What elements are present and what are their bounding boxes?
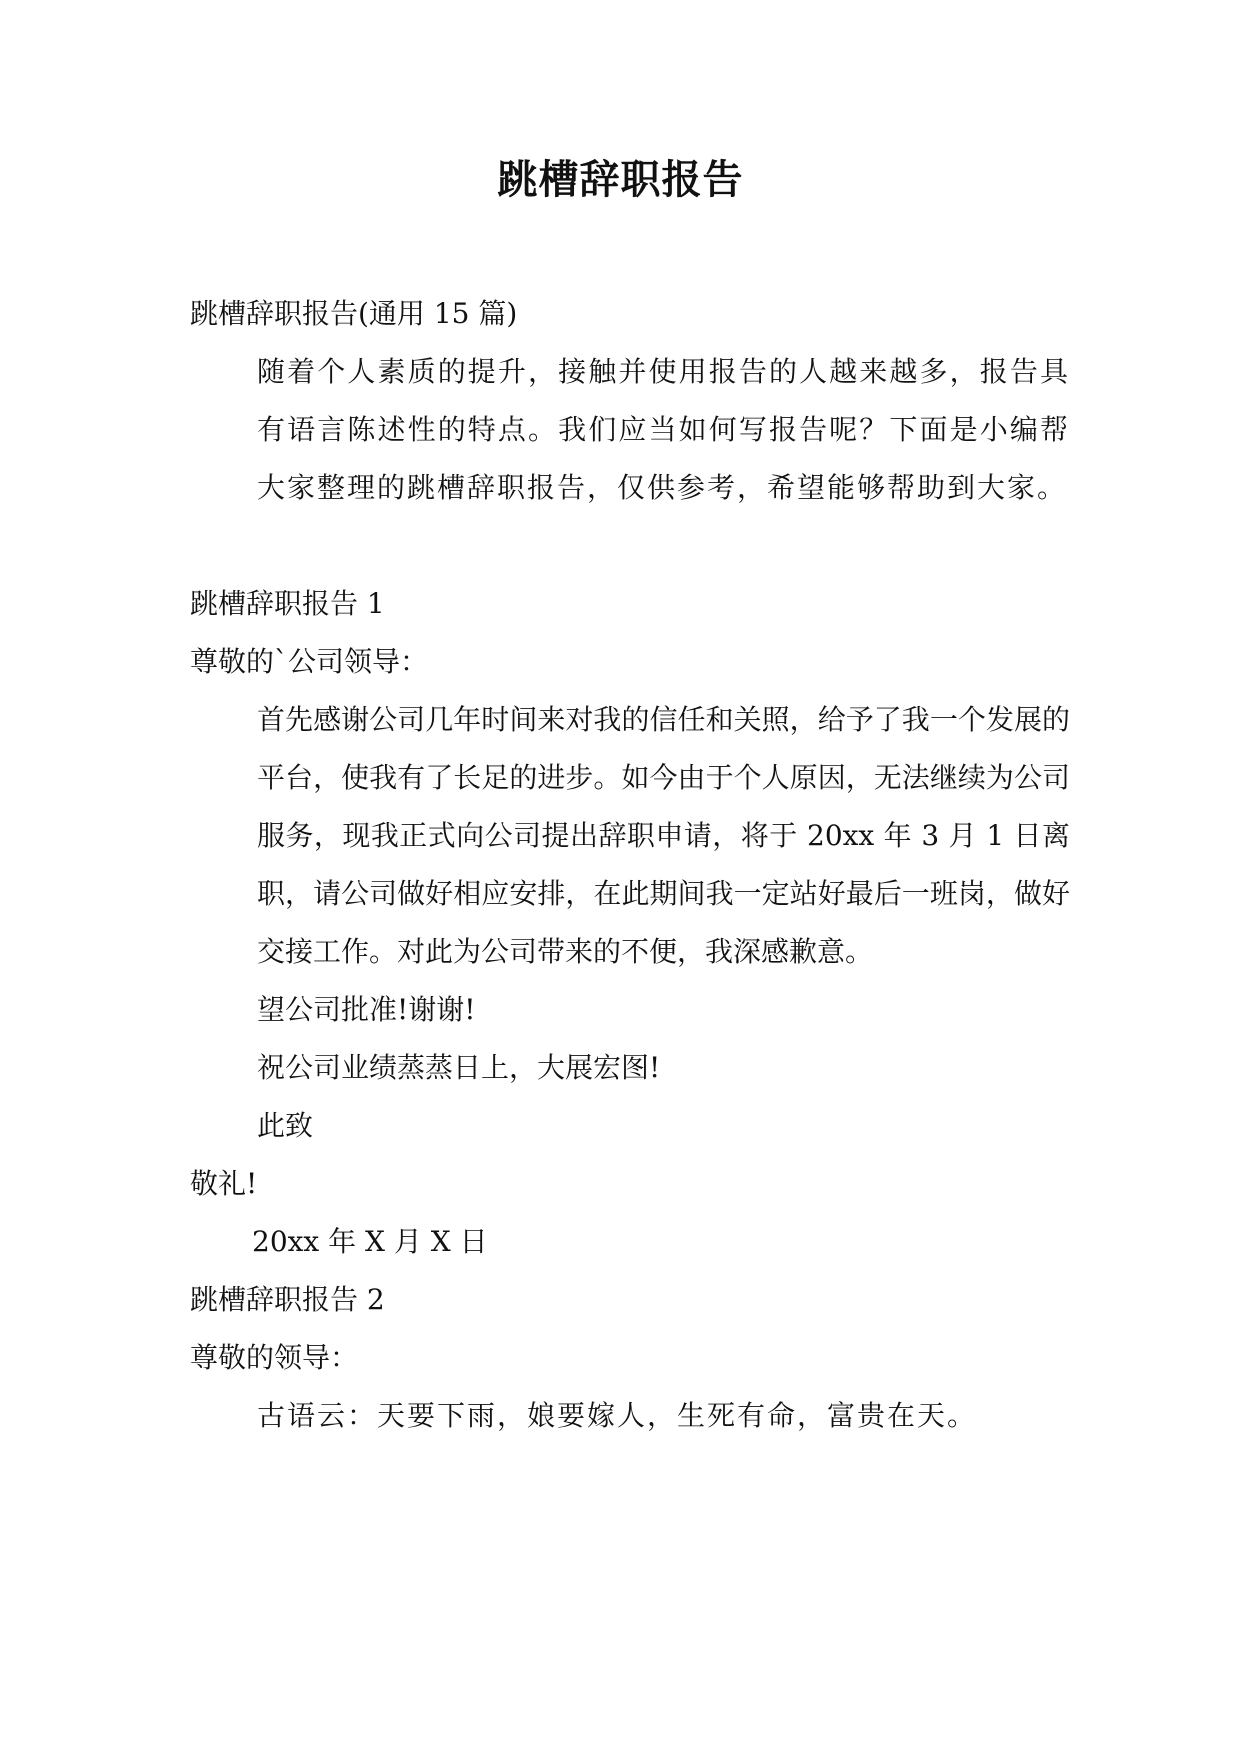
section1-wish-line: 祝公司业绩蒸蒸日上，大展宏图!: [257, 1051, 661, 1084]
section2-first-line: 古语云：天要下雨，娘要嫁人，生死有命，富贵在天。: [257, 1399, 978, 1432]
section1-date: 20xx 年 X 月 X 日: [252, 1225, 488, 1258]
document-subtitle: 跳槽辞职报告(通用 15 篇): [190, 297, 518, 330]
section1-paragraph: 首先感谢公司几年时间来对我的信任和关照，给予了我一个发展的平台，使我有了长足的进步。如今由于个人原因，无法继续为公司服务，现我正式向公司提出辞职申请，将于 20xx 年 3 月 1 日离职，请公司做好相应安排，在此期间我一定站好最后一班岗，做好交接工作。对此为公司带来的不便，我深感歉意。: [257, 703, 1070, 968]
section2-heading: 跳槽辞职报告 2: [190, 1283, 385, 1316]
paragraph-gap: [190, 517, 1070, 575]
section1-closing-2: 敬礼!: [190, 1167, 258, 1200]
document-title: 跳槽辞职报告: [497, 157, 744, 203]
section1-closing-1: 此致: [257, 1109, 314, 1142]
intro-paragraph: 随着个人素质的提升，接触并使用报告的人越来越多，报告具有语言陈述性的特点。我们应当如何写报告呢？下面是小编帮大家整理的跳槽辞职报告，仅供参考，希望能够帮助到大家。: [257, 355, 1070, 504]
section1-salutation: 尊敬的`公司领导：: [190, 645, 429, 678]
document-body: [190, 285, 1070, 1445]
section2-salutation: 尊敬的领导：: [190, 1341, 359, 1374]
section1-heading: 跳槽辞职报告 1: [190, 587, 385, 620]
section1-approve-line: 望公司批准!谢谢!: [257, 993, 476, 1026]
